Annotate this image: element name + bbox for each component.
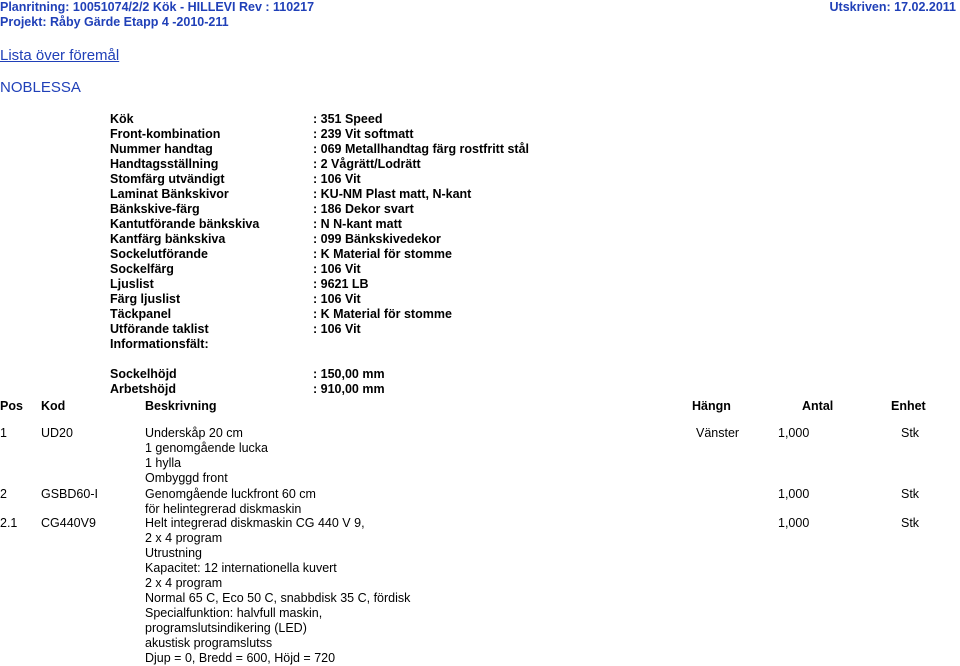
property-value: : N N-kant matt [313,217,402,231]
item-description-line: 2 x 4 program [145,576,223,590]
property-value: : KU-NM Plast matt, N-kant [313,187,472,201]
property-row [110,292,630,307]
property-row [110,172,630,187]
item-description-line: 2 x 4 program [145,531,223,545]
col-header-hangn: Hängn [692,399,731,413]
property-value: : 150,00 mm [313,367,385,381]
item-description-line: för helintegrerad diskmaskin [145,502,302,516]
property-value: : K Material för stomme [313,247,452,261]
property-label: Kantutförande bänkskiva [110,217,260,231]
property-value: : K Material för stomme [313,307,452,321]
item-quantity: 1,000 [778,516,810,530]
print-date: Utskriven: 17.02.2011 [829,0,956,14]
property-label: Täckpanel [110,307,172,321]
property-label: Sockelhöjd [110,367,177,381]
property-row [110,247,630,262]
property-row [110,322,630,337]
property-label: Ljuslist [110,277,154,291]
item-quantity: 1,000 [778,426,810,440]
item-quantity: 1,000 [778,487,810,501]
kitchen-properties [110,112,630,397]
property-label: Bänkskive-färg [110,202,200,216]
property-row [110,142,630,157]
col-header-enhet: Enhet [891,399,926,413]
item-description-line: 1 hylla [145,456,182,470]
property-label: Laminat Bänkskivor [110,187,229,201]
property-label: Utförande taklist [110,322,209,336]
property-label: Kök [110,112,134,126]
property-row [110,127,630,142]
item-code: UD20 [41,426,73,440]
item-description: Helt integrerad diskmaskin CG 440 V 9, [145,516,365,530]
property-row [110,262,630,277]
property-label: Informationsfält: [110,337,209,351]
property-value: : 106 Vit [313,262,361,276]
col-header-pos: Pos [0,399,23,413]
item-description-line: Normal 65 C, Eco 50 C, snabbdisk 35 C, fördisk [145,591,411,605]
col-header-beskrivning: Beskrivning [145,399,217,413]
property-label: Handtagsställning [110,157,219,171]
property-row [110,382,630,397]
item-code: CG440V9 [41,516,96,530]
property-label: Front-kombination [110,127,221,141]
property-row [110,277,630,292]
brand-name: NOBLESSA [0,79,81,96]
property-value: : 239 Vit softmatt [313,127,414,141]
property-value: : 106 Vit [313,292,361,306]
property-label: Nummer handtag [110,142,213,156]
property-row [110,367,630,382]
property-value: : 351 Speed [313,112,383,126]
property-value: : 106 Vit [313,172,361,186]
item-description: Genomgående luckfront 60 cm [145,487,316,501]
property-label: Stomfärg utvändigt [110,172,225,186]
property-row [110,217,630,232]
item-pos: 2 [0,487,7,501]
property-row [110,112,630,127]
property-value: : 186 Dekor svart [313,202,414,216]
item-unit: Stk [901,516,920,530]
item-description-line: Djup = 0, Bredd = 600, Höjd = 720 [145,651,336,665]
project-info: Projekt: Råby Gärde Etapp 4 -2010-211 [0,15,229,29]
property-label: Sockelutförande [110,247,208,261]
col-header-antal: Antal [802,399,834,413]
item-description: Underskåp 20 cm [145,426,243,440]
item-pos: 2.1 [0,516,18,530]
property-value: : 910,00 mm [313,382,385,396]
property-label: Färg ljuslist [110,292,181,306]
item-description-line: Utrustning [145,546,202,560]
property-row [110,202,630,217]
item-description-line: Ombyggd front [145,471,228,485]
item-code: GSBD60-I [41,487,98,501]
property-label: Arbetshöjd [110,382,176,396]
col-header-kod: Kod [41,399,66,413]
property-row [110,157,630,172]
item-hinge: Vänster [696,426,740,440]
item-description-line: akustisk programslutss [145,636,273,650]
property-value: : 099 Bänkskivedekor [313,232,441,246]
property-label: Kantfärg bänkskiva [110,232,226,246]
property-value: : 106 Vit [313,322,361,336]
property-row [110,337,630,352]
item-description-line: Specialfunktion: halvfull maskin, [145,606,323,620]
item-unit: Stk [901,426,920,440]
item-description-line: programslutsindikering (LED) [145,621,307,635]
property-label: Sockelfärg [110,262,174,276]
drawing-info: Planritning: 10051074/2/2 Kök - HILLEVI Rev : 110217 [0,0,315,14]
property-row [110,307,630,322]
item-description-line: Kapacitet: 12 internationella kuvert [145,561,337,575]
property-value: : 2 Vågrätt/Lodrätt [313,157,421,171]
item-pos: 1 [0,426,7,440]
item-description-line: 1 genomgående lucka [145,441,269,455]
page-title: Lista över föremål [0,47,120,64]
property-value: : 069 Metallhandtag färg rostfritt stål [313,142,530,156]
property-row [110,187,630,202]
property-row [110,232,630,247]
property-value: : 9621 LB [313,277,369,291]
item-unit: Stk [901,487,920,501]
